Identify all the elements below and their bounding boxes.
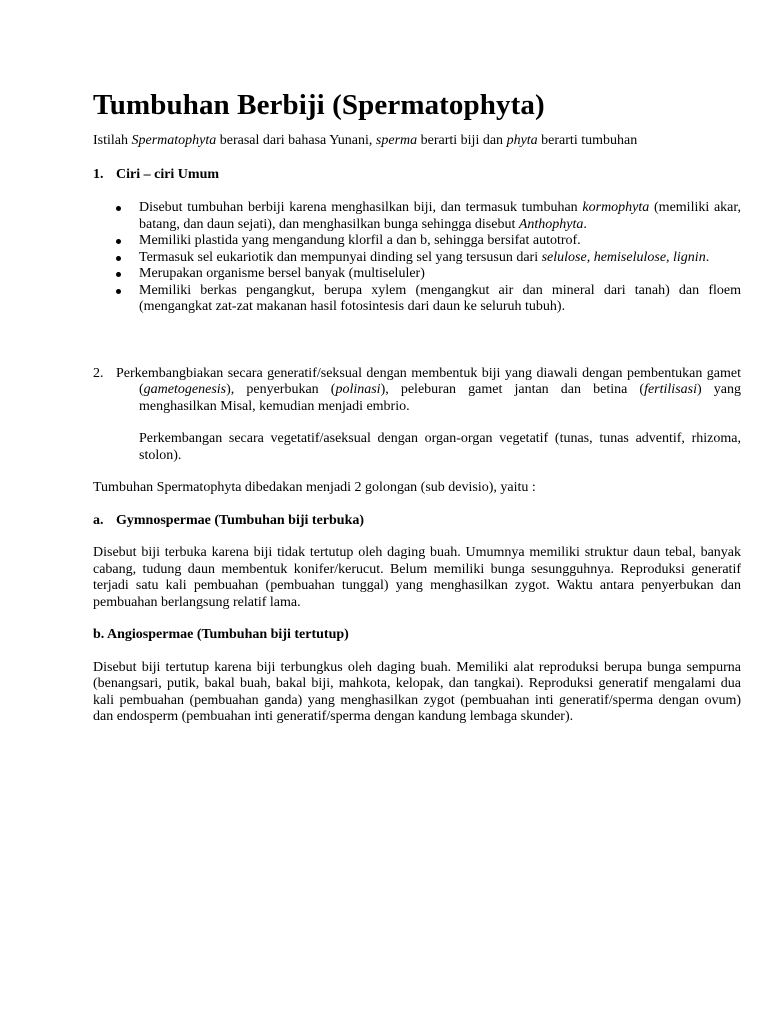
intro-italic: phyta [506, 133, 538, 148]
intro-italic: Spermatophyta [131, 133, 217, 148]
list-item: Merupakan organisme bersel banyak (multiseluler) [139, 266, 741, 283]
angiospermae-heading: b. Angiospermae (Tumbuhan biji tertutup) [93, 627, 349, 642]
list-item-italic: Anthophyta [518, 216, 584, 232]
paragraph-italic: fertilisasi [644, 382, 697, 397]
list-item-text: . [705, 249, 710, 265]
intro-text: Istilah [93, 133, 132, 148]
section-number: 2. [93, 365, 104, 381]
section-heading-text: Ciri – ciri Umum [116, 166, 220, 182]
intro-text: berarti biji dan [417, 133, 507, 148]
paragraph-text: Perkembangbiakan secara generatif/seksual dengan membentuk biji yang diawali dengan pembentukan gamet ( [116, 365, 741, 397]
paragraph-text: ) yang menghasilkan Misal, kemudian menjadi embrio. [139, 382, 741, 414]
list-item [139, 250, 741, 267]
gymnospermae-paragraph: Disebut biji terbuka karena biji tidak tertutup oleh daging buah. Umumnya memiliki struktur daun tebal, banyak cabang, tudung daun membentuk konifer/kerucut. Belum memiliki bunga sesungguhnya. Reproduksi generatif terjadi satu kali pembuahan (pembuahan tunggal) yang menghasilkan zygot. Waktu antara penyerbukan dan pembuahan berlangsung relatif lama. [93, 545, 741, 610]
list-item: Memiliki plastida yang mengandung klorfil a dan b, sehingga bersifat autotrof. [139, 233, 741, 250]
paragraph-italic: polinasi [335, 382, 381, 397]
paragraph-text: ), penyerbukan ( [226, 382, 336, 397]
document-page [93, 88, 741, 742]
vegetative-paragraph: Perkembangan secara vegetatif/aseksual dengan organ-organ vegetatif (tunas, tunas adventif, rhizoma, stolon). [139, 431, 741, 463]
list-item-text: . [583, 216, 587, 232]
list-item-text: (memiliki akar, batang, dan daun sejati), dan menghasilkan bunga sehingga disebut [139, 200, 741, 232]
subsection-heading-text: Gymnospermae (Tumbuhan biji terbuka) [116, 512, 365, 528]
intro-italic: sperma [375, 133, 418, 148]
list-item: Memiliki berkas pengangkut, berupa xylem (mengangkut air dan mineral dari tanah) dan floem (mengangkat zat-zat makanan hasil fotosintesis dari daun ke seluruh tubuh). [139, 282, 741, 314]
subsection-label: a. [93, 512, 104, 528]
angiospermae-paragraph: Disebut biji tertutup karena biji terbungkus oleh daging buah. Memiliki alat reproduksi berupa bunga sempurna (benangsari, putik, bakal buah, bakal biji, mahkota, kelopak, dan tangkai). Reproduksi generatif mengalami dua kali pembuahan (pembuahan ganda) yang menghasilkan zygot (pembuahan inti generatif/sperma dengan ovum) dan endosperm (pembuahan inti generatif/sperma dengan kandung lembaga skunder). [93, 659, 741, 724]
intro-paragraph [93, 133, 741, 150]
page-title: Tumbuhan Berbiji (Spermatophyta) [93, 89, 545, 121]
list-item-text: Disebut tumbuhan berbiji karena menghasilkan biji, dan termasuk tumbuhan [139, 200, 583, 215]
list-item-text: Termasuk sel eukariotik dan mempunyai dinding sel yang tersusun dari [139, 249, 542, 265]
characteristics-list [93, 200, 741, 316]
intro-text: berasal dari bahasa Yunani, [216, 133, 376, 148]
gymnospermae-heading [93, 513, 741, 530]
intro-text: berarti tumbuhan [537, 133, 638, 148]
section-1-heading [93, 167, 741, 184]
section-number: 1. [93, 166, 104, 182]
list-item-italic: selulose, hemiselulose, lignin [541, 249, 706, 265]
list-item-italic: kormophyta [582, 200, 650, 215]
spacer [93, 316, 741, 366]
section-2-paragraph [93, 366, 741, 416]
list-item [139, 200, 741, 233]
groups-intro: Tumbuhan Spermatophyta dibedakan menjadi 2 golongan (sub devisio), yaitu : [93, 480, 536, 495]
paragraph-italic: gametogenesis [143, 382, 227, 397]
paragraph-text: ), peleburan gamet jantan dan betina ( [380, 382, 645, 397]
